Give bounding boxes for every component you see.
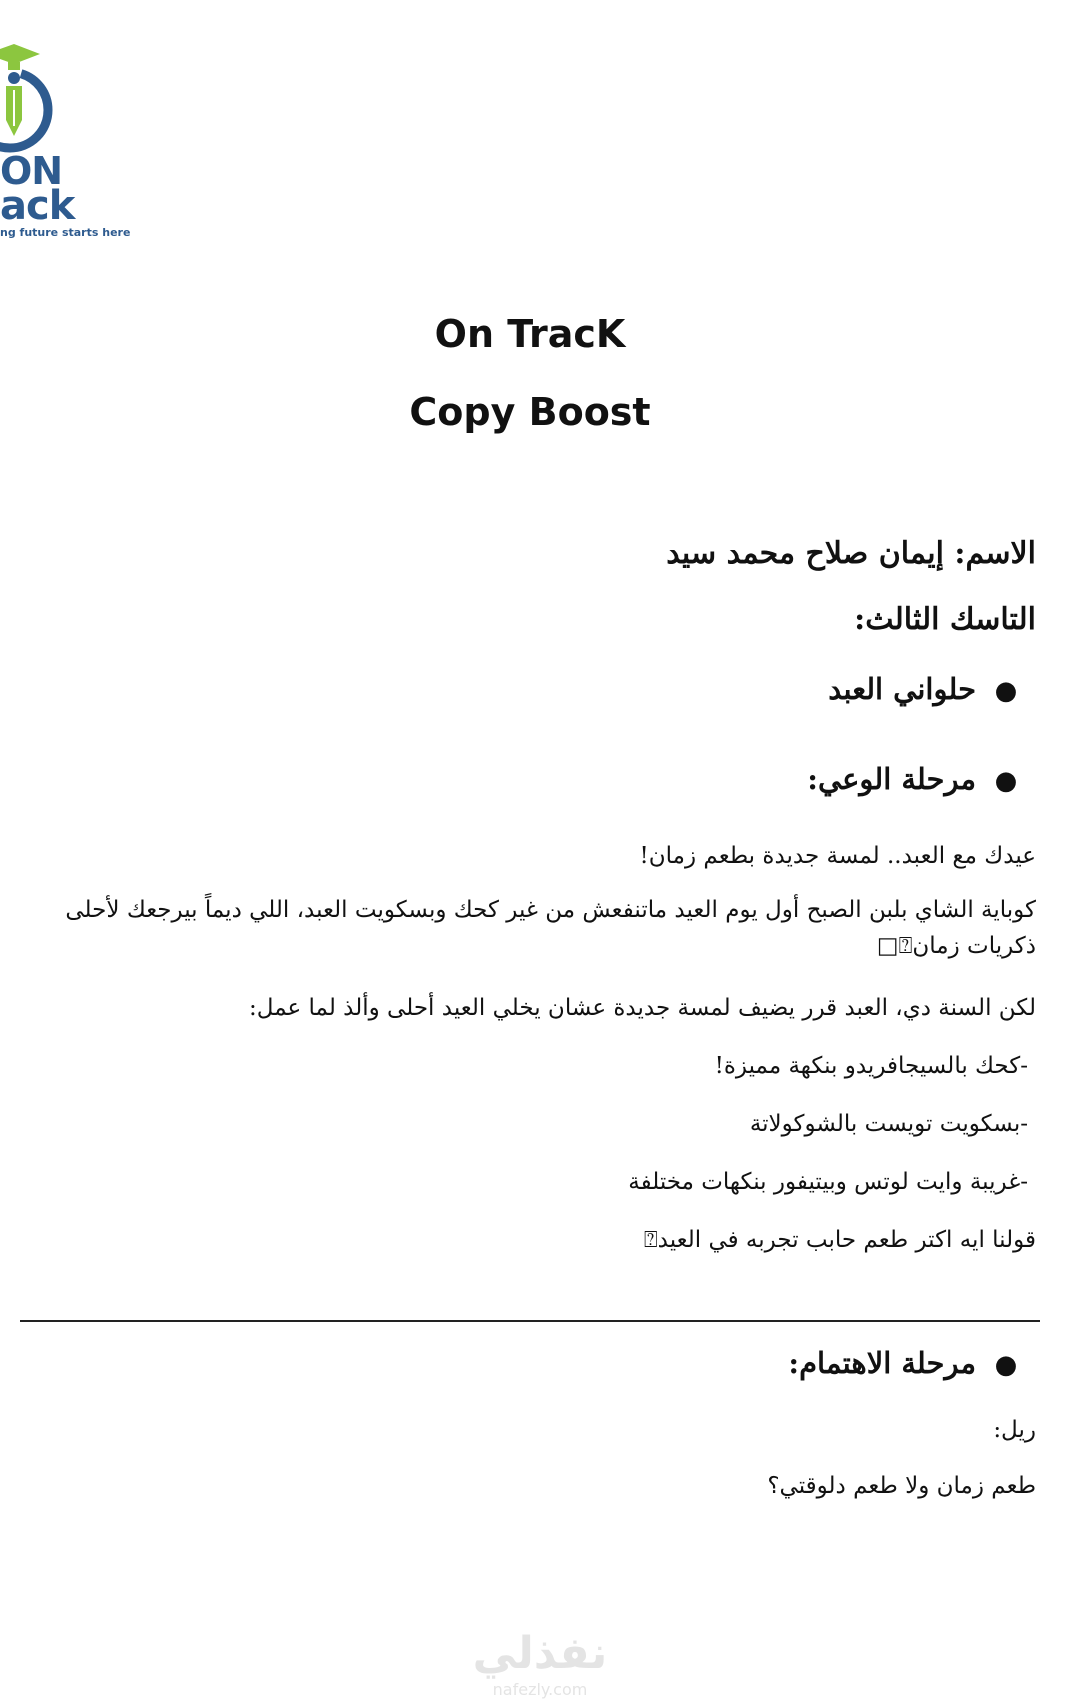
bullet-awareness: [807, 762, 1036, 796]
bullet-interest-label: مرحلة الاهتمام:: [788, 1346, 976, 1380]
task-line: التاسك الثالث:: [854, 602, 1036, 637]
awareness-item-2: -بسكويت تويست بالشوكولاتة: [749, 1111, 1028, 1137]
interest-paragraph-1: ريل:: [993, 1417, 1036, 1443]
bullet-interest: [788, 1346, 1036, 1380]
section-divider: [20, 1320, 1040, 1322]
document-subtitle: Copy Boost: [409, 390, 651, 434]
logo-emblem-icon: [0, 40, 130, 160]
bullet-dot-icon: ●: [994, 1350, 1018, 1380]
logo-ack-text: ack: [0, 183, 75, 229]
document-title: On TracK: [434, 312, 626, 356]
awareness-item-1: -كحك بالسيجافريدو بنكهة مميزة!: [714, 1053, 1028, 1079]
bullet-dot-icon: ●: [994, 676, 1018, 706]
bullet-awareness-label: مرحلة الوعي:: [807, 762, 976, 796]
interest-paragraph-2: طعم زمان ولا طعم دلوقتي؟: [767, 1473, 1036, 1499]
awareness-paragraph-1: عيدك مع العبد.. لمسة جديدة بطعم زمان!: [639, 843, 1036, 869]
awareness-paragraph-2: كوباية الشاي بلبن الصبح أول يوم العيد ماتنفعش من غير كحك وبسكويت العبد، اللي ديماً بيرجعك لأحلى ذكريات زمان⍰□: [65, 897, 1036, 959]
watermark-latin: nafezly.com: [492, 1680, 588, 1699]
bullet-dot-icon: ●: [994, 766, 1018, 796]
awareness-item-3: -غريبة وايت لوتس وبيتيفور بنكهات مختلفة: [628, 1169, 1028, 1195]
name-line: الاسم: إيمان صلاح محمد سيد: [666, 536, 1036, 571]
watermark-arabic: نفذلي: [472, 1628, 608, 1679]
logo-on-text: ON: [0, 149, 63, 193]
awareness-paragraph-4: قولنا ايه اكتر طعم حابب تجربه في العيد⍰: [643, 1227, 1036, 1253]
company-logo: [0, 40, 130, 250]
awareness-paragraph-3: لكن السنة دي، العبد قرر يضيف لمسة جديدة عشان يخلي العيد أحلى وألذ لما عمل:: [249, 995, 1036, 1021]
bullet-client-label: حلواني العبد: [828, 672, 976, 706]
bullet-client: [828, 672, 1036, 706]
logo-tagline: ng future starts here: [0, 226, 130, 239]
